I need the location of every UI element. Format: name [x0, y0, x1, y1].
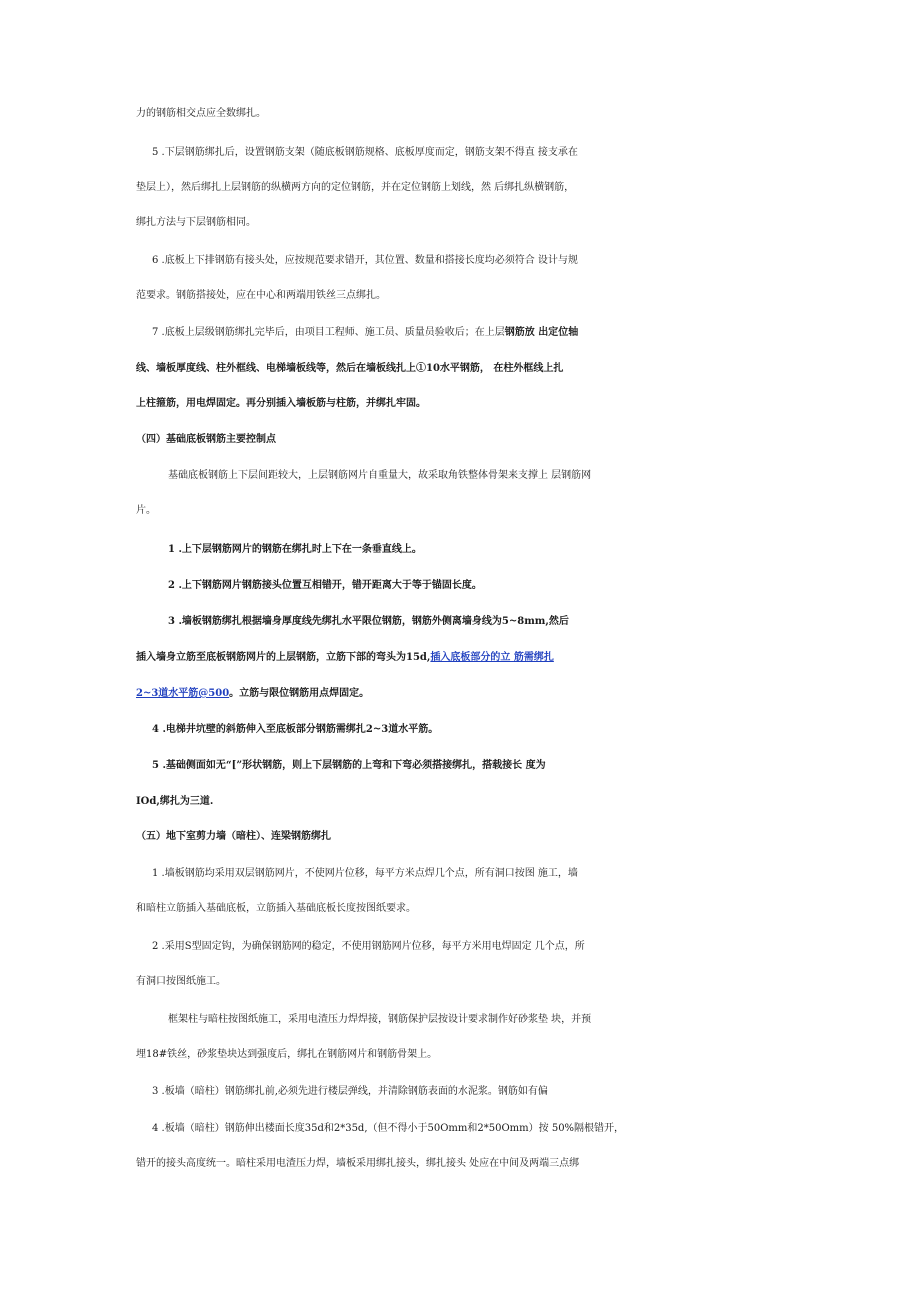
text-line: 错开的接头高度统一。暗柱采用电渣压力焊，墙板采用绑扎接头，绑扎接头 处应在中间及两端三点绑 [136, 1158, 580, 1169]
text-line: 垫层上），然后绑扎上层钢筋的纵横两方向的定位钢筋，并在定位钢筋上划线，然 后绑扎纵横钢筋， [136, 182, 575, 193]
section-heading-5: （五）地下室剪力墙（暗柱）、连梁钢筋绑扎 [136, 831, 331, 842]
text-line: 基础底板钢筋上下层间距较大，上层钢筋网片自重量大，故采取角铁整体骨架来支撑上 层钢筋网 [168, 470, 592, 481]
text-line: 5 .下层钢筋绑扎后，设置钢筋支架（随底板钢筋规格、底板厚度而定，钢筋支架不得直 接支承在 [152, 147, 578, 158]
bold-span: 钢筋放 出定位轴 [504, 327, 579, 338]
bold-text-line: 上柱箍筋，用电焊固定。再分别插入墙板筋与柱筋，并绑扎牢固。 [136, 398, 426, 409]
text-line [0, 323, 920, 343]
text-span: 7 .底板上层级钢筋绑扎完毕后，由项目工程师、施工员、质量员验收后；在上层 [152, 327, 505, 338]
bold-text-line: 5 .基础侧面如无“[”形状钢筋，则上下层钢筋的上弯和下弯必须搭接绑扎，搭载接长 度为 [152, 760, 546, 771]
text-line: 绑扎方法与下层钢筋相同。 [136, 217, 256, 228]
text-line: 6 .底板上下排钢筋有接头处，应按规范要求错开，其位置、数量和搭接长度均必须符合 设计与规 [152, 255, 578, 266]
bold-text-line: IOd,绑扎为三道. [136, 796, 214, 807]
hyperlink-text[interactable]: 插入底板部分的立 筋需绑扎 [430, 652, 554, 663]
section-heading-4: （四）基础底板钢筋主要控制点 [136, 434, 276, 445]
text-line: 4 .板墙（暗柱）钢筋伸出楼面长度35d和2*35d,（但不得小于50Omm和2*50Omm）按 50%隔根错开， [152, 1123, 625, 1134]
text-line: 2 .采用S型固定钩，为确保钢筋网的稳定，不使用钢筋网片位移，每平方米用电焊固定 几个点，所 [152, 941, 585, 952]
text-line: 范要求。钢筋搭接处，应在中心和两端用铁丝三点绑扎。 [136, 290, 386, 301]
bold-text-line: 2 .上下钢筋网片钢筋接头位置互相错开，错开距离大于等于锚固长度。 [168, 580, 482, 591]
text-line: 力的钢筋相交点应全数绑扎。 [136, 108, 266, 119]
bold-text-line [0, 684, 920, 704]
hyperlink-text[interactable]: 2~3道水平筋@500 [136, 688, 230, 699]
bold-text-line: 1 .上下层钢筋网片的钢筋在绑扎时上下在一条垂直线上。 [168, 544, 422, 555]
text-line: 1 .墙板钢筋均采用双层钢筋网片，不使网片位移，每平方米点焊几个点，所有洞口按图 施工，墙 [152, 868, 578, 879]
text-line: 埋18#铁丝，砂浆垫块达到强度后，绑扎在钢筋网片和钢筋骨架上。 [136, 1049, 438, 1060]
text-span: 插入墙身立筋至底板钢筋网片的上层钢筋，立筋下部的弯头为15d, [136, 652, 431, 663]
bold-text-line: 3 .墙板钢筋绑扎根据墙身厚度线先绑扎水平限位钢筋，钢筋外侧离墙身线为5~8mm,然后 [168, 616, 569, 627]
bold-text-line [0, 648, 920, 668]
text-line: 片。 [136, 505, 156, 516]
text-line: 3 .板墙（暗柱）钢筋绑扎前,必须先进行楼层弹线，并清除钢筋表面的水泥浆。钢筋如有偏 [152, 1086, 548, 1097]
text-span: 。立筋与限位钢筋用点焊固定。 [229, 688, 370, 699]
bold-text-line: 4 .电梯井坑壁的斜筋伸入至底板部分钢筋需绑扎2~3道水平筋。 [152, 724, 439, 735]
bold-text-line: 线、墙板厚度线、柱外框线、电梯墙板线等，然后在墙板线扎上①10水平钢筋， 在柱外框线上扎 [136, 363, 564, 374]
text-line: 和暗柱立筋插入基础底板，立筋插入基础底板长度按图纸要求。 [136, 903, 416, 914]
text-line: 框架柱与暗柱按图纸施工，采用电渣压力焊焊接，钢筋保护层按设计要求制作好砂浆垫 块，并预 [168, 1014, 592, 1025]
text-line: 有洞口按图纸施工。 [136, 976, 226, 987]
